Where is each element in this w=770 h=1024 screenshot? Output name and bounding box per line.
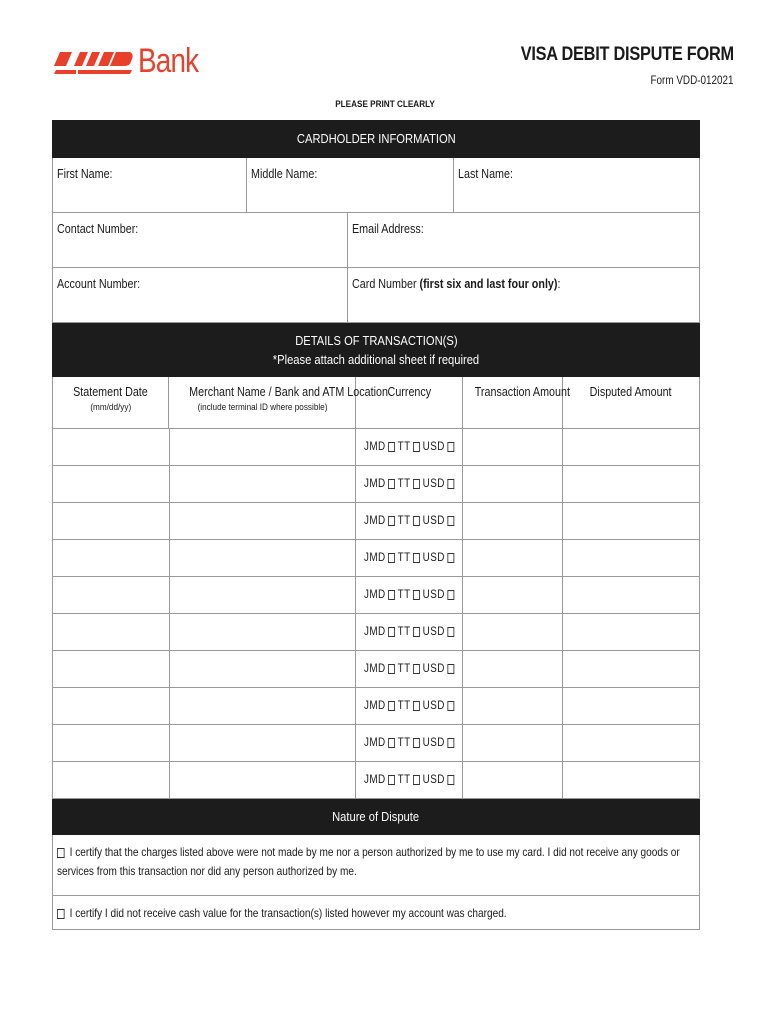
currency-jmd-label: JMD [363, 663, 386, 675]
currency-usd-label: USD [422, 774, 445, 786]
currency-tt-label: TT [397, 589, 411, 601]
statement-date-input[interactable] [53, 762, 170, 798]
currency-jmd-checkbox[interactable] [388, 516, 395, 526]
currency-tt-checkbox[interactable] [413, 442, 420, 452]
name-row [52, 158, 700, 213]
currency-usd-label: USD [422, 441, 445, 453]
currency-usd-checkbox[interactable] [447, 442, 454, 452]
currency-usd-label: USD [422, 700, 445, 712]
transaction-amount-input[interactable] [463, 466, 563, 502]
col-merchant-name: Merchant Name / Bank and ATM Location (include terminal ID where possible) [169, 377, 356, 428]
transaction-amount-input[interactable] [463, 725, 563, 761]
currency-tt-checkbox[interactable] [413, 701, 420, 711]
currency-jmd-checkbox[interactable] [388, 775, 395, 785]
currency-tt-label: TT [397, 552, 411, 564]
currency-tt-label: TT [397, 515, 411, 527]
currency-jmd-label: JMD [363, 589, 386, 601]
currency-usd-label: USD [422, 589, 445, 601]
currency-options [356, 614, 463, 650]
transaction-row [52, 503, 700, 540]
jmmb-mark-icon [52, 48, 134, 74]
form-code: Form VDD-012021 [650, 75, 734, 87]
currency-tt-label: TT [397, 663, 411, 675]
card-number-field[interactable] [348, 268, 699, 322]
statement-date-input[interactable] [53, 466, 170, 502]
transaction-amount-input[interactable] [463, 540, 563, 576]
card-number-colon: : [557, 277, 561, 291]
merchant-name-input[interactable] [170, 651, 356, 687]
disputed-amount-input[interactable] [563, 540, 699, 576]
transaction-row [52, 577, 700, 614]
transaction-amount-input[interactable] [463, 577, 563, 613]
account-row [52, 268, 700, 323]
currency-options [356, 466, 463, 502]
currency-usd-checkbox[interactable] [447, 516, 454, 526]
transaction-row [52, 614, 700, 651]
currency-usd-checkbox[interactable] [447, 627, 454, 637]
transactions-note: *Please attach additional sheet if required [272, 352, 480, 367]
currency-options [356, 688, 463, 724]
disputed-amount-input[interactable] [563, 725, 699, 761]
transaction-row [52, 725, 700, 762]
currency-jmd-label: JMD [363, 552, 386, 564]
currency-jmd-label: JMD [363, 441, 386, 453]
currency-jmd-label: JMD [363, 774, 386, 786]
currency-jmd-checkbox[interactable] [388, 553, 395, 563]
currency-tt-checkbox[interactable] [413, 553, 420, 563]
currency-tt-label: TT [397, 700, 411, 712]
currency-tt-checkbox[interactable] [413, 775, 420, 785]
currency-usd-checkbox[interactable] [447, 553, 454, 563]
statement-date-input[interactable] [53, 577, 170, 613]
form-title: VISA DEBIT DISPUTE FORM [520, 44, 734, 65]
currency-jmd-checkbox[interactable] [388, 442, 395, 452]
currency-jmd-checkbox[interactable] [388, 479, 395, 489]
currency-tt-checkbox[interactable] [413, 627, 420, 637]
disputed-amount-input[interactable] [563, 614, 699, 650]
currency-usd-label: USD [422, 515, 445, 527]
nature-option-2-checkbox[interactable] [57, 909, 65, 919]
merchant-name-input[interactable] [170, 614, 356, 650]
currency-tt-checkbox[interactable] [413, 516, 420, 526]
currency-jmd-label: JMD [363, 515, 386, 527]
col-transaction-amount: Transaction Amount [463, 377, 563, 428]
col-disputed-amount: Disputed Amount [589, 385, 672, 399]
transactions-section-header [52, 323, 700, 377]
merchant-name-input[interactable] [170, 503, 356, 539]
disputed-amount-input[interactable] [563, 503, 699, 539]
statement-date-input[interactable] [53, 651, 170, 687]
currency-jmd-checkbox[interactable] [388, 590, 395, 600]
currency-jmd-checkbox[interactable] [388, 738, 395, 748]
middle-name-field[interactable]: Middle Name: [247, 158, 453, 212]
merchant-name-input[interactable] [170, 429, 356, 465]
currency-usd-checkbox[interactable] [447, 664, 454, 674]
currency-usd-checkbox[interactable] [447, 701, 454, 711]
nature-option-1 [52, 835, 700, 896]
disputed-amount-input[interactable] [563, 688, 699, 724]
cardholder-section-header: CARDHOLDER INFORMATION [52, 120, 700, 158]
email-address-field[interactable]: Email Address: [352, 222, 424, 236]
currency-usd-checkbox[interactable] [447, 479, 454, 489]
nature-option-1-text: I certify that the charges listed above were not made by me nor a person authorized by me to use my card. I did not receive any goods or services from this transaction nor did any person authorized by me. [57, 845, 680, 878]
currency-jmd-label: JMD [363, 737, 386, 749]
currency-tt-label: TT [397, 774, 411, 786]
col-statement-date: Statement Date (mm/dd/yy) [53, 377, 169, 428]
contact-number-field[interactable]: Contact Number: [53, 213, 348, 267]
transactions-title: DETAILS OF TRANSACTION(S) [294, 333, 458, 348]
print-clearly-note: PLEASE PRINT CLEARLY [335, 99, 435, 110]
disputed-amount-input[interactable] [563, 762, 699, 798]
transaction-amount-input[interactable] [463, 762, 563, 798]
statement-date-input[interactable] [53, 540, 170, 576]
currency-usd-label: USD [422, 626, 445, 638]
card-number-hint: (first six and last four only) [419, 277, 558, 291]
transaction-row [52, 651, 700, 688]
disputed-amount-input[interactable] [563, 466, 699, 502]
currency-tt-label: TT [397, 737, 411, 749]
merchant-name-input[interactable] [170, 577, 356, 613]
currency-tt-checkbox[interactable] [413, 664, 420, 674]
statement-date-input[interactable] [53, 429, 170, 465]
nature-option-1-checkbox[interactable] [57, 848, 65, 858]
currency-usd-label: USD [422, 552, 445, 564]
currency-options [356, 651, 463, 687]
currency-options [356, 762, 463, 798]
merchant-name-input[interactable] [170, 540, 356, 576]
merchant-name-input[interactable] [170, 466, 356, 502]
card-number-label: Card Number [352, 277, 420, 291]
currency-jmd-checkbox[interactable] [388, 627, 395, 637]
first-name-field[interactable]: First Name: [53, 158, 247, 212]
merchant-name-input[interactable] [170, 725, 356, 761]
statement-date-input[interactable] [53, 503, 170, 539]
currency-tt-label: TT [397, 478, 411, 490]
nature-option-2 [52, 896, 700, 930]
currency-jmd-checkbox[interactable] [388, 701, 395, 711]
transaction-row [52, 540, 700, 577]
last-name-field[interactable]: Last Name: [457, 167, 513, 181]
merchant-name-input[interactable] [170, 762, 356, 798]
currency-usd-label: USD [422, 478, 445, 490]
currency-usd-checkbox[interactable] [447, 775, 454, 785]
transaction-row [52, 466, 700, 503]
transaction-row [52, 688, 700, 725]
col-currency: Currency [356, 377, 462, 428]
currency-options [356, 503, 463, 539]
currency-tt-checkbox[interactable] [413, 590, 420, 600]
transaction-row [52, 762, 700, 799]
merchant-name-input[interactable] [170, 688, 356, 724]
statement-date-input[interactable] [53, 725, 170, 761]
currency-tt-label: TT [397, 626, 411, 638]
currency-jmd-label: JMD [363, 700, 386, 712]
currency-tt-checkbox[interactable] [413, 479, 420, 489]
currency-tt-checkbox[interactable] [413, 738, 420, 748]
currency-usd-label: USD [422, 737, 445, 749]
disputed-amount-input[interactable] [563, 577, 699, 613]
currency-jmd-label: JMD [363, 478, 386, 490]
currency-options [356, 577, 463, 613]
transaction-amount-input[interactable] [463, 503, 563, 539]
currency-options [356, 725, 463, 761]
currency-usd-label: USD [422, 663, 445, 675]
account-number-field[interactable]: Account Number: [53, 268, 348, 322]
transaction-amount-input[interactable] [463, 688, 563, 724]
transaction-amount-input[interactable] [463, 614, 563, 650]
nature-option-2-text: I certify I did not receive cash value for the transaction(s) listed however my account was charged. [69, 906, 507, 920]
transaction-rows [52, 429, 700, 799]
statement-date-input[interactable] [53, 614, 170, 650]
currency-jmd-label: JMD [363, 626, 386, 638]
transaction-amount-input[interactable] [463, 429, 563, 465]
jmmb-bank-logo [52, 40, 212, 82]
currency-tt-label: TT [397, 441, 411, 453]
disputed-amount-input[interactable] [563, 651, 699, 687]
currency-options [356, 429, 463, 465]
currency-usd-checkbox[interactable] [447, 590, 454, 600]
contact-row [52, 213, 700, 268]
statement-date-input[interactable] [53, 688, 170, 724]
logo-wordmark: Bank [138, 42, 199, 80]
currency-usd-checkbox[interactable] [447, 738, 454, 748]
nature-section-header: Nature of Dispute [52, 799, 700, 835]
transaction-row [52, 429, 700, 466]
currency-options [356, 540, 463, 576]
currency-jmd-checkbox[interactable] [388, 664, 395, 674]
transaction-amount-input[interactable] [463, 651, 563, 687]
dispute-form-sheet [52, 120, 700, 930]
transactions-column-headers [52, 377, 700, 429]
disputed-amount-input[interactable] [563, 429, 699, 465]
